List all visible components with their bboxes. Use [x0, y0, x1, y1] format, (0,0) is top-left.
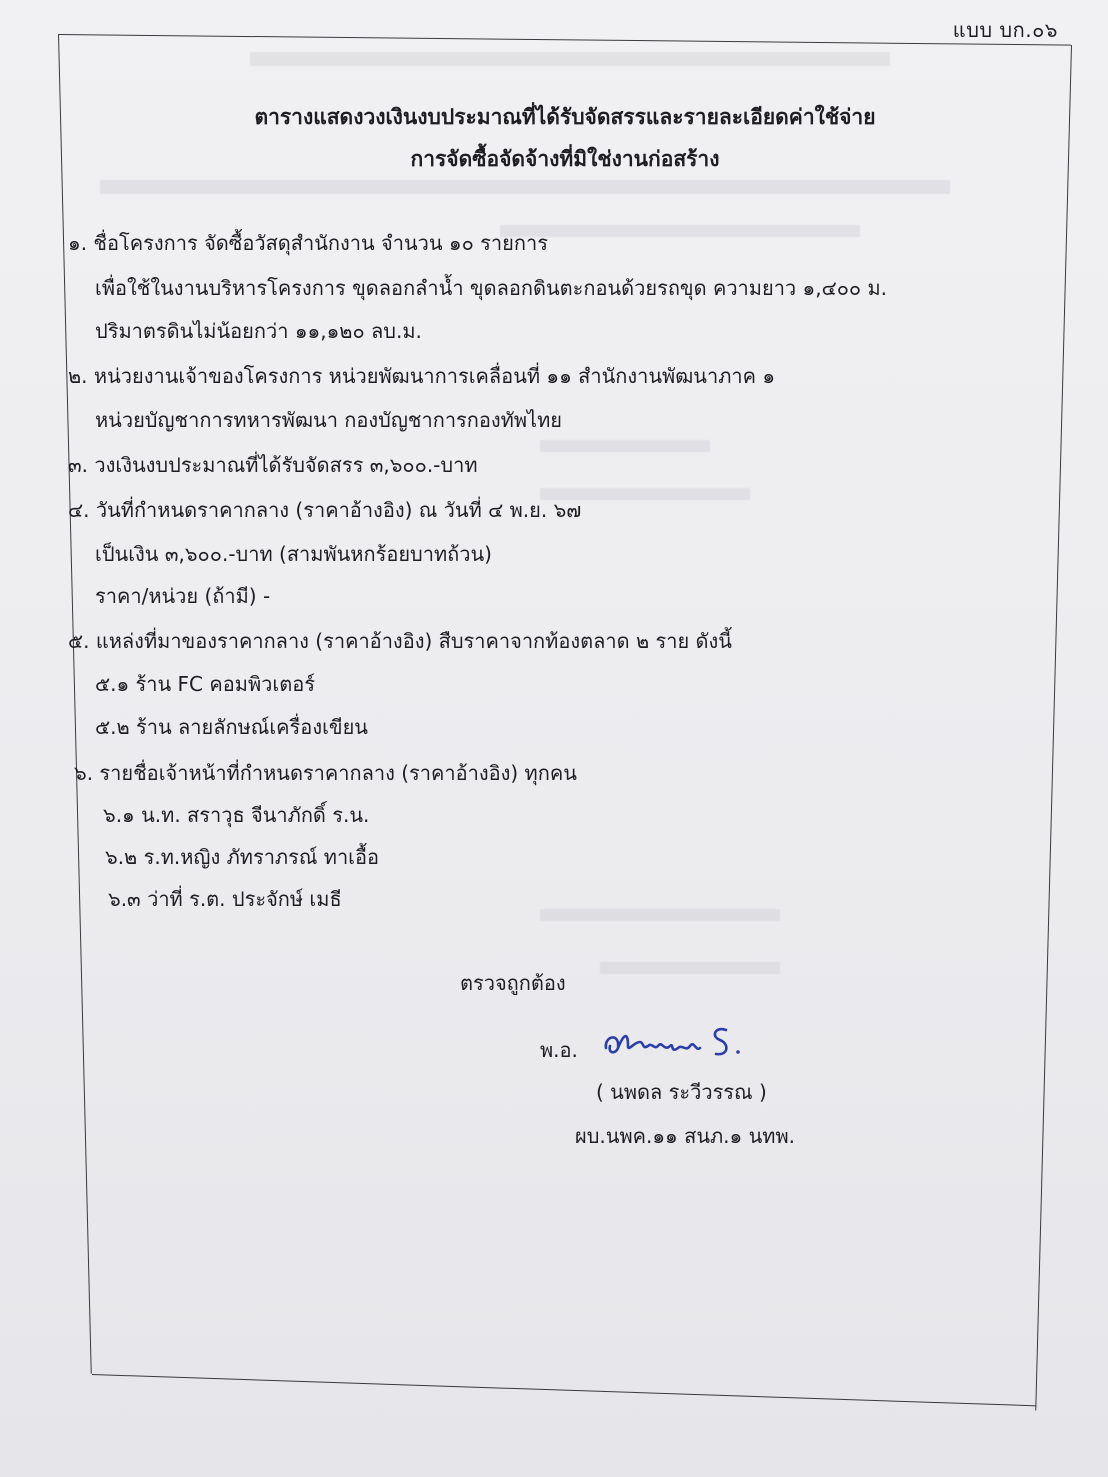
project-owner-line-1: ๒. หน่วยงานเจ้าของโครงการ หน่วยพัฒนาการเคลื่อนที่ ๑๑ สำนักงานพัฒนาภาค ๑ — [68, 364, 776, 388]
official-6-1: ๖.๑ น.ท. สราวุธ จีนาภักดิ์ ร.น. — [103, 803, 370, 827]
approver-name: ( นพดล ระวีวรรณ ) — [596, 1080, 767, 1104]
verified-label: ตรวจถูกต้อง — [460, 971, 566, 995]
handwritten-signature — [598, 1018, 748, 1064]
project-owner-line-2: หน่วยบัญชาการทหารพัฒนา กองบัญชาการกองทัพไทย — [95, 408, 563, 432]
project-name-line-1: ๑. ชื่อโครงการ จัดซื้อวัสดุสำนักงาน จำนวน ๑๐ รายการ — [68, 231, 548, 255]
approver-rank: พ.อ. — [540, 1038, 578, 1062]
official-6-2: ๖.๒ ร.ท.หญิง ภัทราภรณ์ ทาเอื้อ — [105, 845, 380, 869]
reference-date-line-1: ๔. วันที่กำหนดราคากลาง (ราคาอ้างอิง) ณ วันที่ ๔ พ.ย. ๖๗ — [68, 498, 582, 522]
document-title-line-1: ตารางแสดงวงเงินงบประมาณที่ได้รับจัดสรรและรายละเอียดค่าใช้จ่าย — [254, 105, 876, 129]
reference-date-line-3: ราคา/หน่วย (ถ้ามี) - — [95, 584, 271, 608]
approver-position: ผบ.นพค.๑๑ สนภ.๑ นทพ. — [575, 1124, 795, 1148]
budget-amount: ๓. วงเงินงบประมาณที่ได้รับจัดสรร ๓,๖๐๐.-บาท — [68, 453, 478, 477]
form-code: แบบ บก.๐๖ — [952, 18, 1058, 42]
frame-top-border — [58, 34, 1071, 46]
official-6-3: ๖.๓ ว่าที่ ร.ต. ประจักษ์ เมธี — [108, 887, 342, 911]
officials-heading: ๖. รายชื่อเจ้าหน้าที่กำหนดราคากลาง (ราคาอ้างอิง) ทุกคน — [74, 761, 577, 785]
reference-date-line-2: เป็นเงิน ๓,๖๐๐.-บาท (สามพันหกร้อยบาทถ้วน) — [95, 542, 492, 566]
price-source-5-1: ๕.๑ ร้าน FC คอมพิวเตอร์ — [95, 672, 315, 696]
price-source-5-2: ๕.๒ ร้าน ลายลักษณ์เครื่องเขียน — [95, 715, 368, 739]
project-name-line-2: เพื่อใช้ในงานบริหารโครงการ ขุดลอกลำน้ำ ขุดลอกดินตะกอนด้วยรถขุด ความยาว ๑,๔๐๐ ม. — [95, 276, 888, 300]
frame-right-border — [1035, 45, 1072, 1411]
project-name-line-3: ปริมาตรดินไม่น้อยกว่า ๑๑,๑๒๐ ลบ.ม. — [95, 319, 422, 343]
document-title-line-2: การจัดซื้อจัดจ้างที่มิใช่งานก่อสร้าง — [410, 147, 720, 171]
price-source-line-1: ๕. แหล่งที่มาของราคากลาง (ราคาอ้างอิง) สืบราคาจากท้องตลาด ๒ ราย ดังนี้ — [68, 629, 732, 653]
frame-bottom-border — [92, 1374, 1037, 1406]
